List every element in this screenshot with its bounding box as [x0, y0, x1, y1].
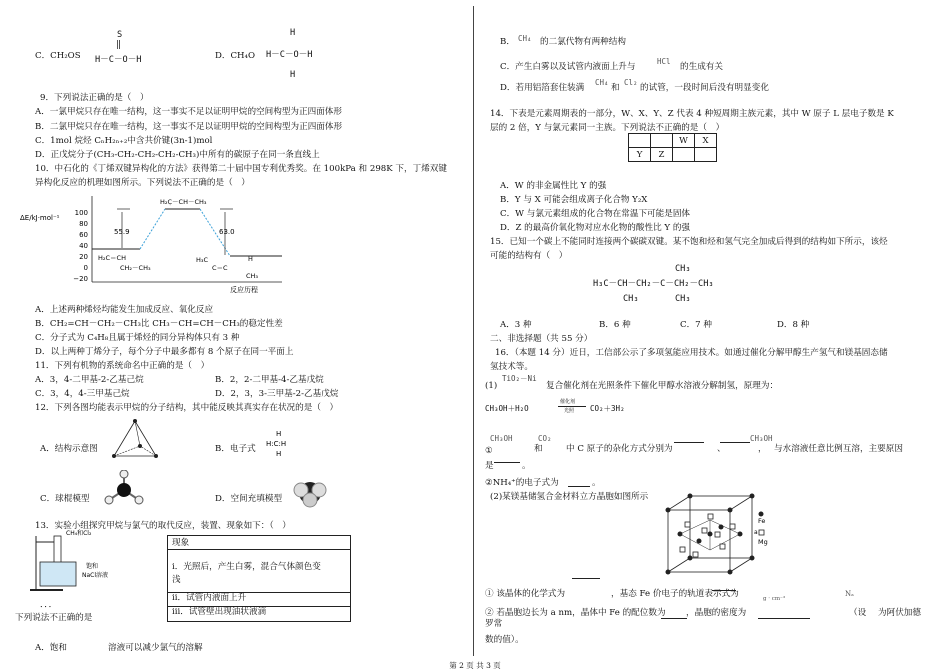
q16-q2-density-prompt: ，晶胞的密度为: [686, 608, 747, 618]
pt-cell: [651, 134, 673, 148]
answer-blank[interactable]: [568, 486, 590, 487]
q12-option-d: D．空间充填模型: [215, 494, 283, 504]
q13-ch4-formula: CH₄: [518, 34, 532, 43]
q11-option-d: D．2，3，3-三甲基-2-乙基戊烷: [215, 389, 339, 399]
phenomenon-row3: iii．试管壁出现油状液滴: [172, 607, 267, 617]
q8-c-structure: H－C－O－H: [95, 55, 142, 65]
q9-option-c: C．1mol 烷烃 CₙH₂ₙ₊₂中含共价键(3n-1)mol: [35, 136, 213, 146]
ytick-60: 60: [79, 231, 88, 239]
q13-dots: ．．．: [40, 600, 58, 610]
ytick-minus20: −20: [73, 275, 88, 283]
catalyst-formula: TiO₂－Ni: [502, 374, 537, 383]
q13-option-c-part2: 的生成有关: [680, 62, 723, 72]
ytick-20: 20: [79, 253, 88, 261]
q16-q2-let: （设: [849, 608, 867, 618]
q16-q2-formula-prompt: ① 该晶体的化学式为: [485, 589, 566, 599]
product-cc: C＝C: [212, 264, 228, 272]
q16-part2-prompt: (2)某镁基储氢合金材料立方晶胞如图所示: [490, 492, 649, 502]
q16-stem-line1: 16．（本题 14 分）近日，工信部公示了多项氢能应用技术。如通过催化分解甲醇生产氢气和镁基固态储: [495, 348, 888, 358]
q16-q2-orbital-prompt: ，基态 Fe 价电子的轨道表示式为: [611, 589, 739, 599]
pt-cell-w: W: [673, 134, 695, 148]
q16-q1-and: 和: [534, 444, 543, 454]
ytick-80: 80: [79, 220, 88, 228]
q16-part1-label: (1): [485, 381, 498, 391]
energy-axis-label: ΔE/kJ·mol⁻¹: [20, 214, 60, 222]
q16-co2-label: CO₂: [538, 434, 552, 443]
q14-stem-line2: 层的 2 倍，Y 与氯元素同一主族。下列说法不正确的是（ ）: [490, 123, 725, 133]
q11-stem: 11．下列有机物的系统命名中正确的是（ ）: [35, 361, 210, 371]
q16-q1-marker: ①: [485, 446, 493, 456]
q12-option-c: C．球棍模型: [40, 494, 90, 504]
q12-stem: 12．下列各图均能表示甲烷的分子结构，其中能反映其真实存在状况的是（ ）: [35, 403, 339, 413]
q8-option-c: C．CH₂OS: [35, 51, 81, 61]
phenomenon-row1-line2: 浅: [172, 575, 181, 585]
phenomenon-row1-line1: i．光照后，产生白雾，混合气体颜色变: [172, 562, 321, 572]
q8-c-double-bond: ‖: [116, 40, 122, 50]
q12-option-a: A．结构示意图: [40, 444, 98, 454]
q12-option-b: B．电子式: [215, 444, 256, 454]
q13-option-d-part2: 和: [611, 83, 620, 93]
right-column: [476, 0, 950, 658]
answer-blank[interactable]: [720, 442, 750, 443]
left-column: [0, 0, 470, 658]
q13-d-ch4-formula: CH₄: [595, 78, 609, 87]
space-filling-model-image: [293, 478, 327, 508]
answer-blank[interactable]: [758, 618, 810, 619]
product-h3c: H₃C: [196, 256, 209, 264]
q15-top-ch3: CH₃: [675, 264, 691, 274]
q10-option-b: B．CH₂=CH－CH₂－CH₃比 CH₃－CH=CH－CH₃的稳定性差: [35, 319, 283, 329]
cell-edge-label: a: [754, 529, 758, 536]
pt-cell-x: X: [695, 134, 717, 148]
q13-option-c-part1: C．产生白雾以及试管内液面上升与: [500, 62, 636, 72]
q14-option-a: A．W 的非金属性比 Y 的强: [500, 181, 607, 191]
q13-option-b-part2: 的二氯代物有两种结构: [540, 37, 626, 47]
q15-stem-line1: 15．已知一个碳上不能同时连接两个碳碳双键。某不饱和烃和氢气完全加成后得到的结构如下所示，该烃: [490, 237, 888, 247]
column-divider: [473, 6, 474, 656]
q13-option-a-part2: 溶液可以减少氯气的溶解: [108, 643, 203, 653]
tetrahedron-structure-image: [110, 418, 160, 462]
q10-stem-line2: 异构化反应的机理如图所示。下列说法不正确的是（ ）: [35, 178, 250, 188]
svg-text:H: H: [276, 450, 282, 458]
q13-lower-prompt: 下列说法不正确的是: [15, 613, 93, 623]
q10-stem-line1: 10．中石化的《丁烯双键异构化的方法》获得第二十届中国专利优秀奖。在 100kPa 和 298K 下，丁烯双键: [35, 164, 447, 174]
intermediate-structure: H₂C̣－CH－CH₃: [160, 198, 207, 206]
answer-blank[interactable]: [661, 618, 687, 619]
q10-option-c: C．分子式为 C₄H₈且属于烯烃的同分异构体只有 3 种: [35, 333, 240, 343]
q16-nh4-prompt: ②NH₄⁺的电子式为: [485, 478, 559, 488]
legend-mg: Mg: [758, 538, 768, 546]
q8-option-d: D．CH₄O: [215, 51, 256, 61]
ytick-40: 40: [79, 242, 88, 250]
apparatus-label-nacl: NaCl溶液: [82, 572, 109, 579]
q16-methanol-label: CH₃OH: [490, 434, 513, 443]
q11-option-b: B．2，2-二甲基-4-乙基戊烷: [215, 375, 324, 385]
periodic-table-fragment: [628, 133, 717, 162]
pt-cell-y: Y: [629, 148, 651, 162]
q15-branch-ch3-right: CH₃: [675, 294, 691, 304]
q9-option-d: D．正戊烷分子(CH₃-CH₂-CH₂-CH₂-CH₃)中所有的碳原子在同一条直线上: [35, 150, 320, 160]
q14-option-c: C．W 与氯元素组成的化合物在常温下可能是固体: [500, 209, 691, 219]
q16-q1-comma: 、: [717, 444, 726, 454]
q16-q1-period: 。: [522, 461, 531, 471]
pt-cell-z: Z: [651, 148, 673, 162]
apparatus-image: [18, 528, 128, 598]
svg-text:H: H: [276, 430, 282, 438]
electron-dot-formula: H:C:H: [266, 440, 287, 448]
q8-d-top-h: H: [290, 28, 296, 38]
q13-cl2-formula: Cl₂: [624, 78, 638, 87]
q16-nh4-period: 。: [592, 478, 601, 488]
ytick-100: 100: [74, 209, 88, 217]
equation-left: CH₃OH＋H₂O: [485, 404, 529, 413]
q15-option-c: C．7 种: [680, 320, 712, 330]
equation-right: CO₂＋3H₂: [590, 404, 625, 413]
product-h: H: [248, 255, 253, 263]
q16-q1-comma2: ，: [758, 444, 767, 454]
q9-option-b: B．二氯甲烷只存在唯一结构，这一事实不足以证明甲烷的空间构型为正四面体形: [35, 122, 343, 132]
q10-option-d: D．以上两种丁烯分子，每个分子中最多都有 8 个原子在同一平面上: [35, 347, 294, 357]
density-unit: g · cm⁻³: [763, 596, 786, 602]
q16-q2-coordination-prompt: ② 若晶胞边长为 a nm，晶体中 Fe 的配位数为: [485, 608, 666, 618]
q15-option-d: D．8 种: [777, 320, 810, 330]
q10-option-a: A．上述两种烯烃均能发生加成反应、氧化反应: [35, 305, 214, 315]
section-2-title: 二、非选择题（共 55 分）: [490, 334, 593, 344]
q16-q1-is: 是: [485, 461, 494, 471]
energy-diagram: [20, 190, 290, 296]
q13-option-d-part1: D．若用铝箔套住装满: [500, 83, 585, 93]
phenomenon-row2: ii．试管内液面上升: [172, 593, 247, 603]
reactant-line1: H₂C＝CH: [98, 254, 126, 262]
q13-option-a-part1: A．饱和: [35, 643, 67, 653]
q11-option-a: A．3，4-二甲基-2-乙基己烷: [35, 375, 144, 385]
q16-q1-reason-text: 与水溶液任意比例互溶，主要原因: [774, 444, 903, 454]
apparatus-gas-label: CH₄和Cl₂: [66, 530, 92, 537]
q16-stem-line2: 氢技术等。: [490, 362, 533, 372]
page-footer: 第 2 页 共 3 页: [449, 661, 501, 670]
q14-option-d: D．Z 的最高价氧化物对应水化物的酸性比 Y 的强: [500, 223, 691, 233]
answer-blank[interactable]: [674, 442, 704, 443]
q16-methanol-label-2: CH₃OH: [750, 434, 773, 443]
q15-structure: H₃C－CH－CH₂－C－CH₂－CH₃: [593, 279, 714, 289]
answer-blank[interactable]: [712, 590, 736, 591]
q16-q1-hybrid-text: 中 C 原子的杂化方式分别为: [566, 444, 673, 454]
q16-part1-text: 复合催化剂在光照条件下催化甲醇水溶液分解制氢，原理为：: [546, 381, 779, 391]
electron-dot-image: [263, 427, 293, 459]
pt-cell: [673, 148, 695, 162]
barrier-1-label: 55.9: [114, 228, 130, 236]
answer-blank[interactable]: [572, 578, 600, 579]
q8-c-sulfur: S: [117, 30, 123, 40]
phenomenon-header: 现象: [172, 538, 190, 548]
q13-stem: 13．实验小组探究甲烷与氯气的取代反应，装置、现象如下：（ ）: [35, 521, 291, 531]
q16-q2-value-end: 数的值）。: [485, 635, 524, 645]
q8-d-bottom-h: H: [290, 70, 296, 80]
reactant-line2: CH₂－CH₃: [120, 264, 151, 272]
barrier-2-label: 63.0: [219, 228, 235, 236]
ytick-0: 0: [83, 264, 88, 272]
crystal-cell-diagram: [660, 492, 780, 584]
q13-hcl-formula: HCl: [657, 57, 671, 66]
reaction-progress-label: 反应历程: [230, 286, 258, 294]
apparatus-label-saturated: 饱和: [86, 563, 99, 570]
pt-cell: [695, 148, 717, 162]
q15-stem-line2: 可能的结构有（ ）: [490, 251, 568, 261]
q13-option-b-part1: B．: [500, 37, 515, 47]
q15-option-a: A．3 种: [500, 320, 532, 330]
q14-stem-line1: 14．下表是元素周期表的一部分，W、X、Y、Z 代表 4 种短周期主族元素，其中 W 原子 L 层电子数是 K: [490, 109, 894, 119]
q14-option-b: B．Y 与 X 可能会组成离子化合物 Y₂X: [500, 195, 648, 205]
equation-condition-catalyst: 催化剂: [560, 399, 576, 405]
q8-d-structure: H－C－O－H: [266, 50, 313, 60]
q9-option-a: A．一氯甲烷只存在唯一结构，这一事实不足以证明甲烷的空间构型为正四面体形: [35, 107, 342, 117]
q16-q2-constant: 罗常: [485, 619, 503, 629]
legend-fe: Fe: [758, 517, 766, 525]
avogadro-symbol: Nₐ: [845, 590, 854, 598]
q13-option-d-part3: 的试管，一段时间后没有明显变化: [640, 83, 769, 93]
q15-option-b: B．6 种: [599, 320, 631, 330]
ball-stick-model-image: [104, 470, 144, 510]
pt-cell: [629, 134, 651, 148]
q15-branch-ch3-left: CH₃: [623, 294, 639, 304]
equation-condition-light: 光照: [564, 408, 575, 414]
product-ch3: CH₃: [246, 272, 259, 280]
q16-q2-avogadro-text: 为阿伏加德: [878, 608, 921, 618]
q9-stem: 9．下列说法正确的是（ ）: [40, 93, 149, 103]
q11-option-c: C．3，4，4-三甲基己烷: [35, 389, 130, 399]
answer-blank[interactable]: [494, 462, 520, 463]
